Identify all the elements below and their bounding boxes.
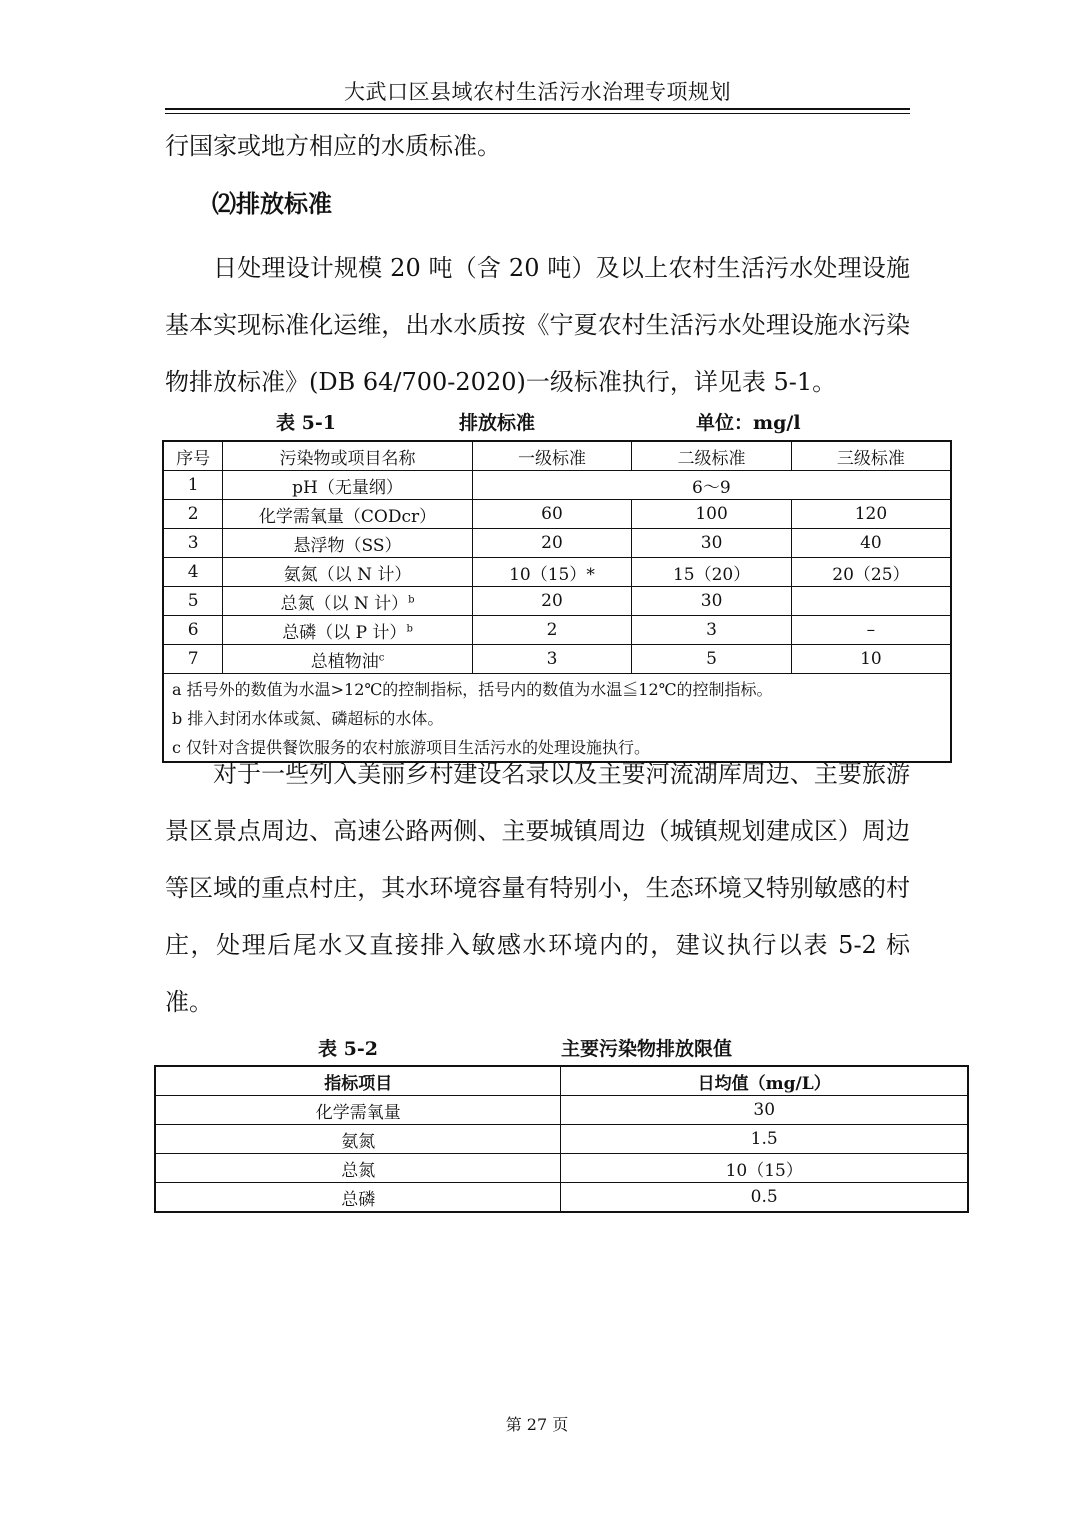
table-row — [163, 558, 951, 587]
daily-average-value: 30 — [561, 1096, 968, 1125]
indicator-name: 氨氮 — [155, 1125, 561, 1154]
footnote-marker: b — [408, 593, 415, 605]
table-header-row — [163, 441, 951, 471]
grade3-value: 20（25） — [791, 558, 951, 587]
page-number: 第 27 页 — [505, 1415, 569, 1434]
grade3-value: 120 — [791, 500, 951, 529]
header-cell: 二级标准 — [632, 441, 792, 471]
emission-standard-table — [162, 440, 952, 763]
grade1-value: 20 — [472, 587, 632, 616]
row-number: 1 — [163, 471, 223, 500]
row-number: 5 — [163, 587, 223, 616]
pollutant-name: 化学需氧量（CODcr） — [223, 500, 472, 529]
table1-caption — [0, 408, 1074, 436]
merged-value: 6～9 — [472, 471, 951, 500]
table-row — [163, 500, 951, 529]
table-row — [163, 529, 951, 558]
table-row — [163, 645, 951, 674]
grade2-value: 100 — [632, 500, 792, 529]
footnote-marker: c — [378, 651, 385, 663]
pollutant-name — [223, 616, 472, 645]
indicator-name: 总氮 — [155, 1154, 561, 1183]
header-cell: 指标项目 — [155, 1066, 561, 1096]
table-header-row — [155, 1066, 968, 1096]
daily-average-value: 1.5 — [561, 1125, 968, 1154]
grade1-value: 10（15）* — [472, 558, 632, 587]
pollutant-name — [223, 645, 472, 674]
row-number: 7 — [163, 645, 223, 674]
table-row — [163, 616, 951, 645]
header-cell: 三级标准 — [791, 441, 951, 471]
table2-title: 主要污染物排放限值 — [561, 1038, 733, 1060]
table-note-row — [163, 703, 951, 732]
pollutant-name: 悬浮物（SS） — [223, 529, 472, 558]
pollutant-name-text: 总磷（以 P 计） — [282, 622, 407, 643]
table-row — [155, 1125, 968, 1154]
header-cell: 污染物或项目名称 — [223, 441, 472, 471]
indicator-name: 化学需氧量 — [155, 1096, 561, 1125]
grade3-value: 40 — [791, 529, 951, 558]
header-rule-thick — [165, 108, 910, 110]
section-subheading: ⑵排放标准 — [212, 190, 332, 218]
indicator-name: 总磷 — [155, 1183, 561, 1213]
table-note: c 仅针对含提供餐饮服务的农村旅游项目生活污水的处理设施执行。 — [163, 732, 951, 762]
table-row — [155, 1096, 968, 1125]
table1-number: 表 5-1 — [276, 412, 336, 434]
paragraph-continued: 行国家或地方相应的水质标准。 — [165, 132, 501, 160]
row-number: 6 — [163, 616, 223, 645]
row-number: 3 — [163, 529, 223, 558]
grade2-value: 30 — [632, 529, 792, 558]
table-row — [163, 587, 951, 616]
pollutant-name: pH（无量纲） — [223, 471, 472, 500]
table-note: b 排入封闭水体或氮、磷超标的水体。 — [163, 703, 951, 732]
grade3-value: – — [791, 616, 951, 645]
row-number: 2 — [163, 500, 223, 529]
header-cell: 一级标准 — [472, 441, 632, 471]
pollutant-name-text: 总氮（以 N 计） — [280, 593, 409, 614]
pollutant-name — [223, 587, 472, 616]
pollutant-limit-table — [154, 1065, 969, 1213]
daily-average-value: 10（15） — [561, 1154, 968, 1183]
footnote-marker: b — [406, 622, 413, 634]
paragraph-sensitive-villages: 对于一些列入美丽乡村建设名录以及主要河流湖库周边、主要旅游景区景点周边、高速公路两侧、主要城镇周边（城镇规划建成区）周边等区域的重点村庄，其水环境容量有特别小，生态环境又特别敏感的村庄，处理后尾水又直接排入敏感水环境内的，建议执行以表 5-2 标准。 — [165, 760, 910, 1016]
table-row — [155, 1183, 968, 1213]
grade1-value: 2 — [472, 616, 632, 645]
grade2-value: 5 — [632, 645, 792, 674]
grade2-value: 30 — [632, 587, 792, 616]
grade1-value: 20 — [472, 529, 632, 558]
table-note-row — [163, 674, 951, 704]
table1-unit: 单位：mg/l — [696, 412, 801, 434]
table-row — [155, 1154, 968, 1183]
grade1-value: 3 — [472, 645, 632, 674]
header-rule-thin — [165, 113, 910, 114]
pollutant-name-text: 总植物油 — [310, 651, 379, 672]
table2-number: 表 5-2 — [318, 1038, 378, 1060]
table-note: a 括号外的数值为水温>12℃的控制指标，括号内的数值为水温≦12℃的控制指标。 — [163, 674, 951, 704]
grade1-value: 60 — [472, 500, 632, 529]
row-number: 4 — [163, 558, 223, 587]
grade2-value: 15（20） — [632, 558, 792, 587]
grade3-value: 10 — [791, 645, 951, 674]
pollutant-name: 氨氮（以 N 计） — [223, 558, 472, 587]
header-cell: 序号 — [163, 441, 223, 471]
grade3-value — [791, 587, 951, 616]
grade2-value: 3 — [632, 616, 792, 645]
table2-caption — [0, 1034, 1074, 1062]
daily-average-value: 0.5 — [561, 1183, 968, 1213]
header-cell: 日均值（mg/L） — [561, 1066, 968, 1096]
table-row — [163, 471, 951, 500]
running-header: 大武口区县域农村生活污水治理专项规划 — [344, 80, 731, 104]
table1-title: 排放标准 — [459, 412, 536, 434]
paragraph-standard-intro: 日处理设计规模 20 吨（含 20 吨）及以上农村生活污水处理设施基本实现标准化运维，出水水质按《宁夏农村生活污水处理设施水污染物排放标准》(DB 64/700-2020)一级标准执行，详见表 5-1。 — [165, 254, 910, 396]
